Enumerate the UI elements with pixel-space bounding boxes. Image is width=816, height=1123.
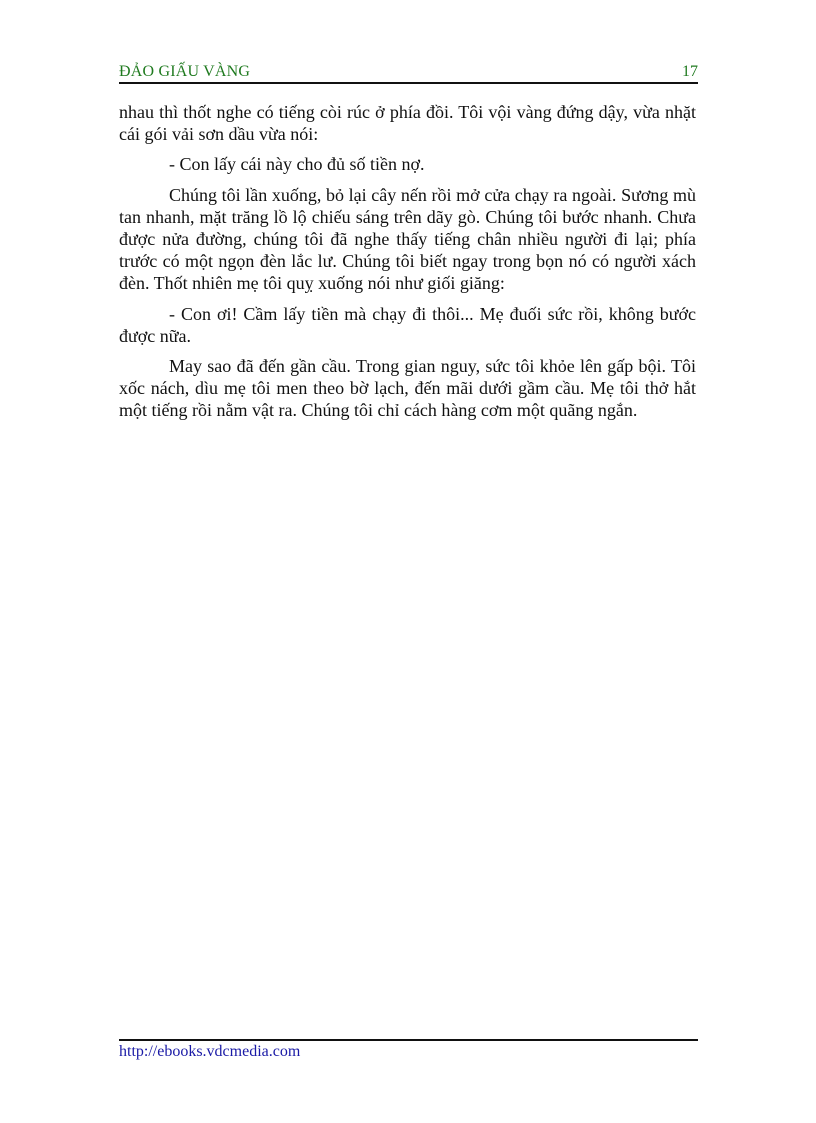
paragraph-continuation: nhau thì thốt nghe có tiếng còi rúc ở phía đồi. Tôi vội vàng đứng dậy, vừa nhặt cái gói vải sơn dầu vừa nói: xyxy=(119,102,696,145)
paragraph-dialogue-2: - Con ơi! Cầm lấy tiền mà chạy đi thôi... Mẹ đuối sức rồi, không bước được nữa. xyxy=(119,303,696,346)
page-number: 17 xyxy=(682,63,698,80)
footer-url-link[interactable]: http://ebooks.vdcmedia.com xyxy=(119,1043,301,1060)
page-body xyxy=(119,101,696,430)
paragraph-narrative-2: May sao đã đến gần cầu. Trong gian nguy, sức tôi khỏe lên gấp bội. Tôi xốc nách, dìu mẹ tôi men theo bờ lạch, đến mãi dưới gầm cầu. Mẹ tôi thở hắt một tiếng rồi nằm vật ra. Chúng tôi chỉ cách hàng cơm một quãng ngắn. xyxy=(119,356,696,421)
paragraph-narrative-1: Chúng tôi lần xuống, bỏ lại cây nến rồi mở cửa chạy ra ngoài. Sương mù tan nhanh, mặt trăng lồ lộ chiếu sáng trên dãy gò. Chúng tôi bước nhanh. Chưa được nửa đường, chúng tôi đã nghe thấy tiếng chân nhiều người đi lại; phía trước có một ngọn đèn lắc lư. Chúng tôi biết ngay trong bọn nó có người xách đèn. Thốt nhiên mẹ tôi quỵ xuống nói như giối giăng: xyxy=(119,184,696,294)
running-header xyxy=(119,62,698,84)
book-title: ĐẢO GIẤU VÀNG xyxy=(119,63,251,80)
footer-divider xyxy=(119,1039,698,1041)
paragraph-dialogue-1: - Con lấy cái này cho đủ số tiền nợ. xyxy=(169,154,425,175)
